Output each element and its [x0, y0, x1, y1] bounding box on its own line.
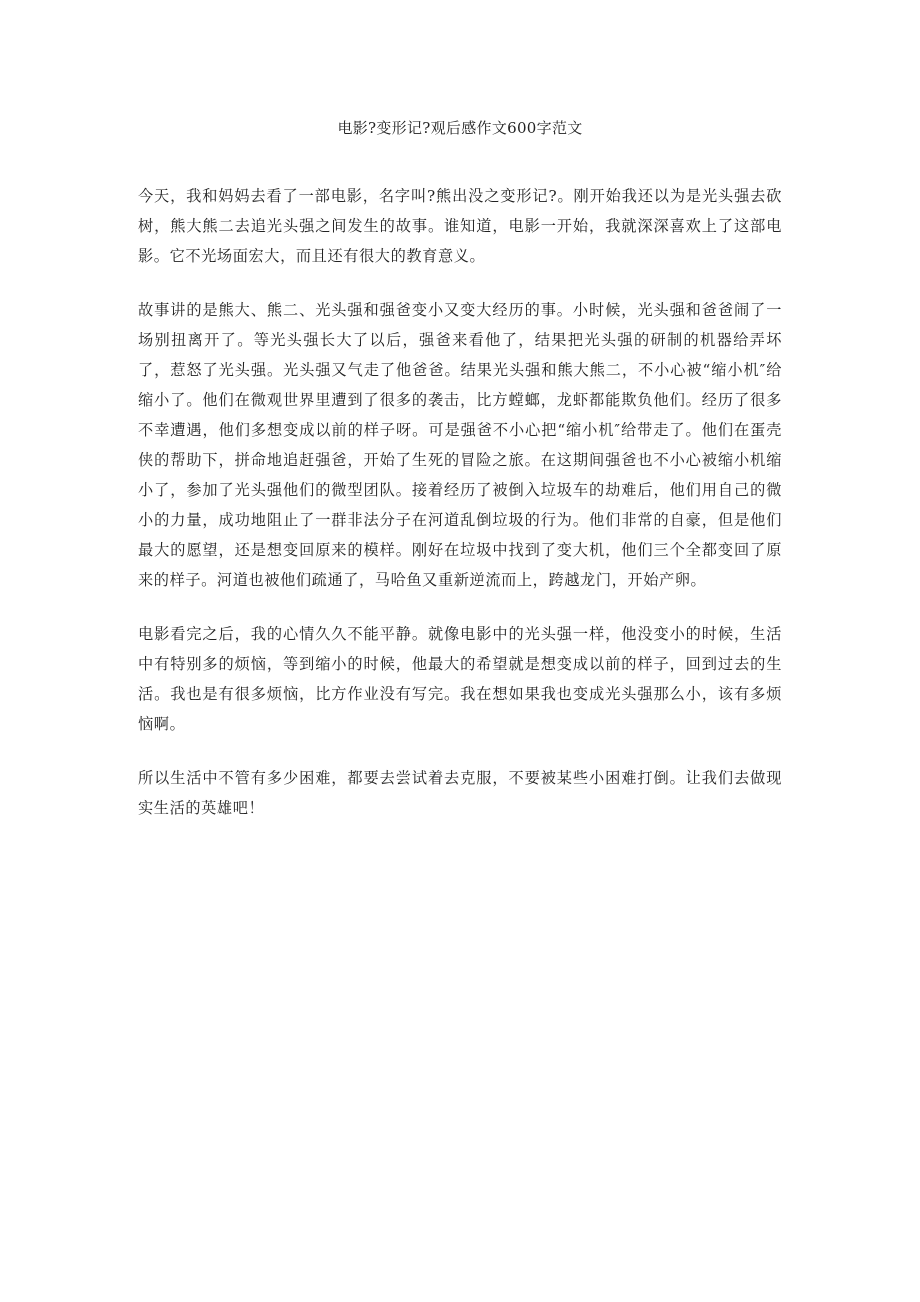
document-title: 电影?变形记?观后感作文600字范文	[337, 119, 583, 137]
paragraph-4: 所以生活中不管有多少困难，都要去尝试着去克服，不要被某些小困难打倒。让我们去做现实生活的英雄吧！	[138, 769, 782, 817]
paragraph-2: 故事讲的是熊大、熊二、光头强和强爸变小又变大经历的事。小时候，光头强和爸爸闹了一场别扭离开了。等光头强长大了以后，强爸来看他了，结果把光头强的研制的机器给弄坏了，惹怒了光头强。光头强又气走了他爸爸。结果光头强和熊大熊二，不小心被“缩小机″给缩小了。他们在微观世界里遭到了很多的袭击，比方螳螂，龙虾都能欺负他们。经历了很多不幸遭遇，他们多想变成以前的样子呀。可是强爸不小心把“缩小机″给带走了。他们在蛋壳侠的帮助下，拼命地追赶强爸，开始了生死的冒险之旅。在这期间强爸也不小心被缩小机缩小了，参加了光头强他们的微型团队。接着经历了被倒入垃圾车的劫难后，他们用自己的微小的力量，成功地阻止了一群非法分子在河道乱倒垃圾的行为。他们非常的自豪，但是他们最大的愿望，还是想变回原来的模样。刚好在垃圾中找到了变大机，他们三个全都变回了原来的样子。河道也被他们疏通了，马哈鱼又重新逆流而上，跨越龙门，开始产卵。	[138, 301, 782, 589]
document-body	[138, 181, 782, 823]
paragraph-1: 今天，我和妈妈去看了一部电影，名字叫?熊出没之变形记?。刚开始我还以为是光头强去砍树，熊大熊二去追光头强之间发生的故事。谁知道，电影一开始，我就深深喜欢上了这部电影。它不光场面宏大，而且还有很大的教育意义。	[138, 187, 782, 265]
paragraph-3: 电影看完之后，我的心情久久不能平静。就像电影中的光头强一样，他没变小的时候，生活中有特别多的烦恼，等到缩小的时候，他最大的希望就是想变成以前的样子，回到过去的生活。我也是有很多烦恼，比方作业没有写完。我在想如果我也变成光头强那么小，该有多烦恼啊。	[138, 625, 782, 733]
